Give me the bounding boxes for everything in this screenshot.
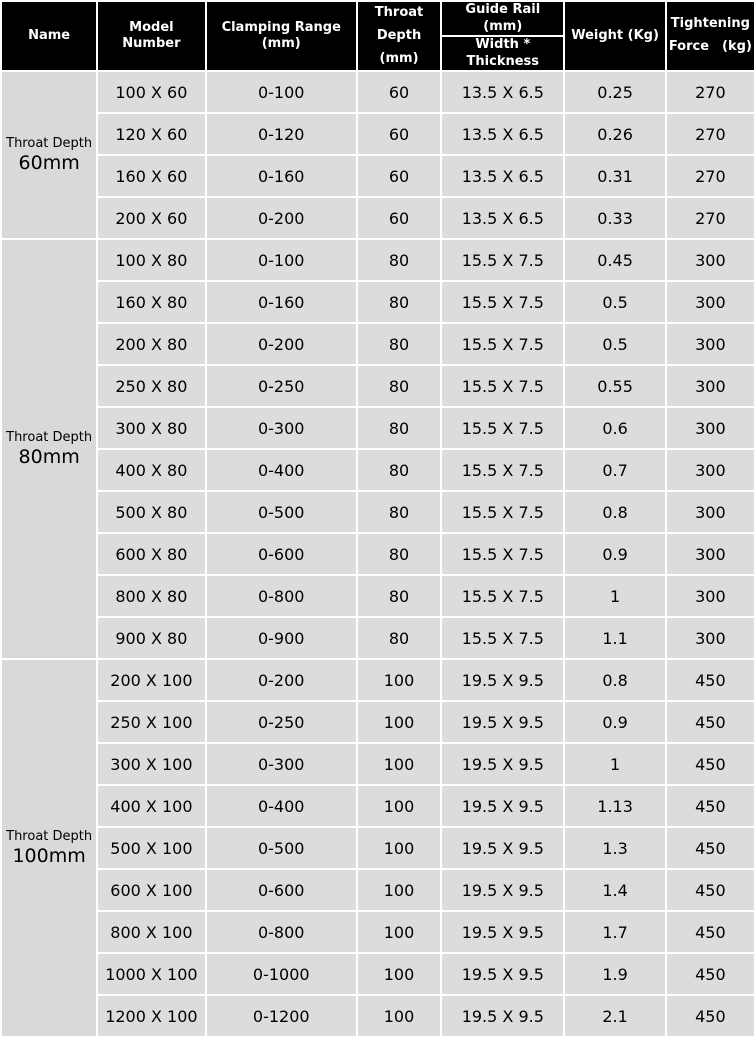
weight-cell: 0.26: [565, 114, 664, 154]
tightening-force-cell: 270: [667, 198, 754, 238]
clamping-range-cell: 0-200: [207, 660, 356, 700]
throat-depth-cell: 80: [358, 576, 440, 616]
throat-depth-cell: 80: [358, 282, 440, 322]
clamping-range-cell: 0-500: [207, 828, 356, 868]
throat-depth-cell: 100: [358, 744, 440, 784]
weight-cell: 0.5: [565, 324, 664, 364]
model-number-cell: 160 X 60: [98, 156, 204, 196]
tightening-force-cell: 300: [667, 450, 754, 490]
table-row: [2, 996, 754, 1036]
guide-rail-cell: 15.5 X 7.5: [442, 618, 563, 658]
tightening-force-cell: 300: [667, 282, 754, 322]
table-row: [2, 492, 754, 532]
group-label-bottom: 60mm: [18, 151, 80, 174]
clamping-range-cell: 0-400: [207, 786, 356, 826]
clamping-range-cell: 0-250: [207, 702, 356, 742]
clamping-range-cell: 0-100: [207, 240, 356, 280]
model-number-cell: 500 X 80: [98, 492, 204, 532]
weight-cell: 1.9: [565, 954, 664, 994]
clamping-range-cell: 0-160: [207, 282, 356, 322]
group-label: [2, 240, 96, 658]
group-label-bottom: 100mm: [12, 844, 86, 867]
clamping-range-cell: 0-100: [207, 72, 356, 112]
weight-cell: 0.9: [565, 702, 664, 742]
tightening-force-cell: 300: [667, 366, 754, 406]
tightening-force-cell: 300: [667, 534, 754, 574]
tightening-force-cell: 300: [667, 408, 754, 448]
tightening-force-cell: 300: [667, 618, 754, 658]
model-number-cell: 600 X 100: [98, 870, 204, 910]
model-number-cell: 300 X 80: [98, 408, 204, 448]
throat-depth-cell: 80: [358, 450, 440, 490]
model-number-cell: 500 X 100: [98, 828, 204, 868]
weight-cell: 0.6: [565, 408, 664, 448]
model-number-cell: 200 X 80: [98, 324, 204, 364]
model-number-cell: 1000 X 100: [98, 954, 204, 994]
throat-depth-cell: 100: [358, 660, 440, 700]
table-row: [2, 702, 754, 742]
table-row: [2, 324, 754, 364]
tightening-force-cell: 300: [667, 576, 754, 616]
clamping-range-cell: 0-200: [207, 324, 356, 364]
tightening-force-cell: 450: [667, 660, 754, 700]
group-label-top: Throat Depth: [6, 430, 93, 446]
weight-cell: 1.13: [565, 786, 664, 826]
throat-depth-cell: 100: [358, 954, 440, 994]
weight-cell: 0.25: [565, 72, 664, 112]
guide-rail-cell: 15.5 X 7.5: [442, 492, 563, 532]
weight-cell: 0.9: [565, 534, 664, 574]
guide-rail-cell: 15.5 X 7.5: [442, 408, 563, 448]
throat-depth-cell: 60: [358, 114, 440, 154]
throat-depth-cell: 100: [358, 870, 440, 910]
weight-cell: 1: [565, 744, 664, 784]
guide-rail-cell: 13.5 X 6.5: [442, 198, 563, 238]
table-body: [2, 72, 754, 1036]
model-number-cell: 120 X 60: [98, 114, 204, 154]
guide-rail-cell: 13.5 X 6.5: [442, 72, 563, 112]
throat-depth-cell: 100: [358, 912, 440, 952]
tightening-force-cell: 450: [667, 870, 754, 910]
tightening-force-cell: 300: [667, 240, 754, 280]
clamping-range-cell: 0-200: [207, 198, 356, 238]
throat-depth-cell: 80: [358, 492, 440, 532]
table-row: [2, 408, 754, 448]
table-row: [2, 366, 754, 406]
group-label-top: Throat Depth: [6, 136, 93, 152]
throat-depth-cell: 100: [358, 786, 440, 826]
table-header: [2, 2, 754, 70]
table-row: [2, 534, 754, 574]
model-number-cell: 300 X 100: [98, 744, 204, 784]
header-clamping-range: Clamping Range (mm): [207, 2, 356, 70]
model-number-cell: 400 X 100: [98, 786, 204, 826]
guide-rail-cell: 19.5 X 9.5: [442, 912, 563, 952]
table-row: [2, 156, 754, 196]
tightening-force-cell: 450: [667, 744, 754, 784]
throat-depth-cell: 80: [358, 618, 440, 658]
group-label: [2, 660, 96, 1036]
clamping-range-cell: 0-250: [207, 366, 356, 406]
table-row: [2, 198, 754, 238]
throat-depth-cell: 60: [358, 156, 440, 196]
model-number-cell: 100 X 80: [98, 240, 204, 280]
model-number-cell: 100 X 60: [98, 72, 204, 112]
group-label-bottom: 80mm: [18, 445, 80, 468]
group-label-top: Throat Depth: [6, 829, 93, 845]
model-number-cell: 250 X 100: [98, 702, 204, 742]
header-weight: Weight (Kg): [565, 2, 664, 70]
weight-cell: 0.8: [565, 492, 664, 532]
clamping-range-cell: 0-300: [207, 408, 356, 448]
tightening-force-cell: 270: [667, 114, 754, 154]
throat-depth-cell: 100: [358, 996, 440, 1036]
table-row: [2, 870, 754, 910]
guide-rail-cell: 13.5 X 6.5: [442, 156, 563, 196]
model-number-cell: 800 X 80: [98, 576, 204, 616]
guide-rail-cell: 15.5 X 7.5: [442, 450, 563, 490]
clamping-range-cell: 0-500: [207, 492, 356, 532]
model-number-cell: 900 X 80: [98, 618, 204, 658]
table-row: [2, 240, 754, 280]
table-row: [2, 744, 754, 784]
weight-cell: 0.55: [565, 366, 664, 406]
guide-rail-cell: 19.5 X 9.5: [442, 828, 563, 868]
clamping-range-cell: 0-160: [207, 156, 356, 196]
header-row: [2, 2, 754, 35]
model-number-cell: 250 X 80: [98, 366, 204, 406]
guide-rail-cell: 15.5 X 7.5: [442, 324, 563, 364]
header-name: Name: [2, 2, 96, 70]
clamping-range-cell: 0-900: [207, 618, 356, 658]
model-number-cell: 600 X 80: [98, 534, 204, 574]
clamping-range-cell: 0-400: [207, 450, 356, 490]
tightening-force-cell: 300: [667, 324, 754, 364]
table-row: [2, 72, 754, 112]
tightening-force-cell: 450: [667, 912, 754, 952]
table-row: [2, 450, 754, 490]
guide-rail-cell: 19.5 X 9.5: [442, 870, 563, 910]
table-row: [2, 282, 754, 322]
throat-depth-cell: 80: [358, 240, 440, 280]
model-number-cell: 400 X 80: [98, 450, 204, 490]
guide-rail-cell: 19.5 X 9.5: [442, 786, 563, 826]
table-row: [2, 828, 754, 868]
weight-cell: 0.45: [565, 240, 664, 280]
clamping-range-cell: 0-1000: [207, 954, 356, 994]
throat-depth-cell: 80: [358, 408, 440, 448]
model-number-cell: 200 X 60: [98, 198, 204, 238]
tightening-force-cell: 270: [667, 72, 754, 112]
weight-cell: 0.5: [565, 282, 664, 322]
header-guide-rail-sub: Width * Thickness: [442, 37, 563, 70]
throat-depth-cell: 100: [358, 702, 440, 742]
tightening-force-cell: 270: [667, 156, 754, 196]
guide-rail-cell: 19.5 X 9.5: [442, 954, 563, 994]
throat-depth-cell: 80: [358, 324, 440, 364]
weight-cell: 0.7: [565, 450, 664, 490]
throat-depth-cell: 100: [358, 828, 440, 868]
group-label: [2, 72, 96, 238]
table-row: [2, 660, 754, 700]
weight-cell: 0.31: [565, 156, 664, 196]
tightening-force-cell: 450: [667, 954, 754, 994]
table-row: [2, 786, 754, 826]
tightening-force-cell: 450: [667, 828, 754, 868]
header-model-number: Model Number: [98, 2, 204, 70]
clamping-range-cell: 0-600: [207, 534, 356, 574]
guide-rail-cell: 19.5 X 9.5: [442, 744, 563, 784]
weight-cell: 2.1: [565, 996, 664, 1036]
tightening-force-cell: 450: [667, 786, 754, 826]
table-row: [2, 912, 754, 952]
guide-rail-cell: 15.5 X 7.5: [442, 240, 563, 280]
clamping-range-cell: 0-800: [207, 576, 356, 616]
table-row: [2, 618, 754, 658]
weight-cell: 1.1: [565, 618, 664, 658]
throat-depth-cell: 80: [358, 534, 440, 574]
clamping-range-cell: 0-600: [207, 870, 356, 910]
throat-depth-cell: 60: [358, 198, 440, 238]
guide-rail-cell: 15.5 X 7.5: [442, 534, 563, 574]
guide-rail-cell: 13.5 X 6.5: [442, 114, 563, 154]
clamping-range-cell: 0-120: [207, 114, 356, 154]
weight-cell: 1: [565, 576, 664, 616]
model-number-cell: 800 X 100: [98, 912, 204, 952]
model-number-cell: 160 X 80: [98, 282, 204, 322]
weight-cell: 0.33: [565, 198, 664, 238]
tightening-force-cell: 300: [667, 492, 754, 532]
weight-cell: 1.4: [565, 870, 664, 910]
header-guide-rail: Guide Rail (mm): [442, 2, 563, 35]
header-throat-depth: Throat Depth (mm): [358, 2, 440, 70]
clamping-range-cell: 0-800: [207, 912, 356, 952]
throat-depth-cell: 80: [358, 366, 440, 406]
model-number-cell: 1200 X 100: [98, 996, 204, 1036]
guide-rail-cell: 15.5 X 7.5: [442, 366, 563, 406]
tightening-force-cell: 450: [667, 702, 754, 742]
weight-cell: 1.7: [565, 912, 664, 952]
guide-rail-cell: 15.5 X 7.5: [442, 576, 563, 616]
throat-depth-cell: 60: [358, 72, 440, 112]
table-row: [2, 954, 754, 994]
guide-rail-cell: 15.5 X 7.5: [442, 282, 563, 322]
weight-cell: 0.8: [565, 660, 664, 700]
header-tightening-force: Tightening Force (kg): [667, 2, 754, 70]
guide-rail-cell: 19.5 X 9.5: [442, 660, 563, 700]
guide-rail-cell: 19.5 X 9.5: [442, 996, 563, 1036]
clamping-range-cell: 0-1200: [207, 996, 356, 1036]
model-number-cell: 200 X 100: [98, 660, 204, 700]
guide-rail-cell: 19.5 X 9.5: [442, 702, 563, 742]
table-row: [2, 576, 754, 616]
weight-cell: 1.3: [565, 828, 664, 868]
clamping-range-cell: 0-300: [207, 744, 356, 784]
tightening-force-cell: 450: [667, 996, 754, 1036]
table-row: [2, 114, 754, 154]
